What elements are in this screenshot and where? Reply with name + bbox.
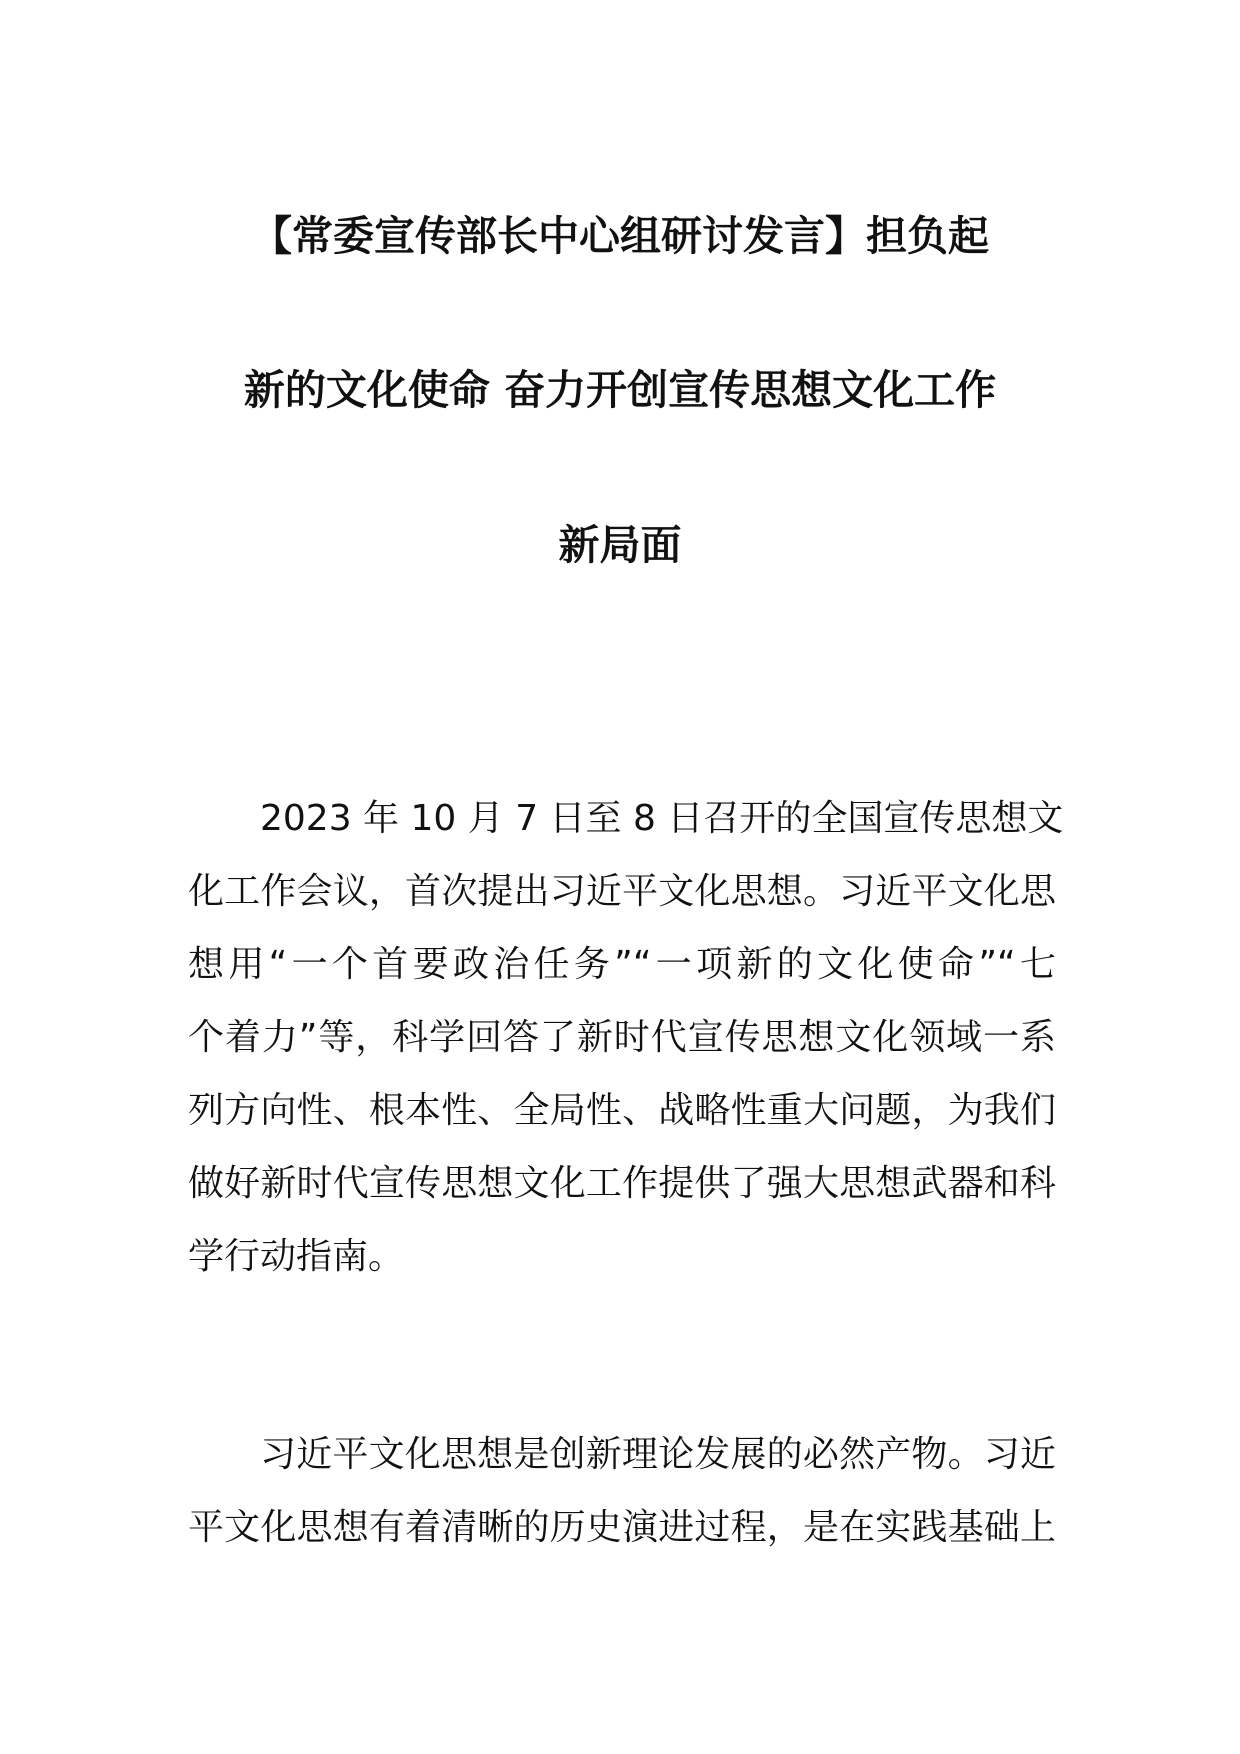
paragraph-2-line-1: 习近平文化思想是创新理论发展的必然产物。习近 [260,1434,1056,1475]
paragraph-1-line-2: 化工作会议，首次提出习近平文化思想。习近平文化思 [188,871,1056,912]
paragraph-1-line-7: 学行动指南。 [188,1236,405,1277]
document-title-line-1: 【常委宣传部长中心组研讨发言】担负起 [251,212,989,260]
paragraph-2-line-2: 平文化思想有着清晰的历史演进过程，是在实践基础上 [188,1507,1056,1548]
document-title-line-2: 新的文化使命 奋力开创宣传思想文化工作 [243,366,997,414]
paragraph-1-line-4: 个着力”等，科学回答了新时代宣传思想文化领域一系 [188,1017,1056,1058]
paragraph-1-line-6: 做好新时代宣传思想文化工作提供了强大思想武器和科 [188,1163,1056,1204]
paragraph-1-line-5: 列方向性、根本性、全局性、战略性重大问题，为我们 [188,1090,1056,1131]
paragraph-1-line-1: 2023 年 10 月 7 日至 8 日召开的全国宣传思想文 [260,798,1064,839]
document-title-line-3: 新局面 [558,521,682,569]
paragraph-1-line-3: 想用“一个首要政治任务”“一项新的文化使命”“七 [188,944,1056,985]
